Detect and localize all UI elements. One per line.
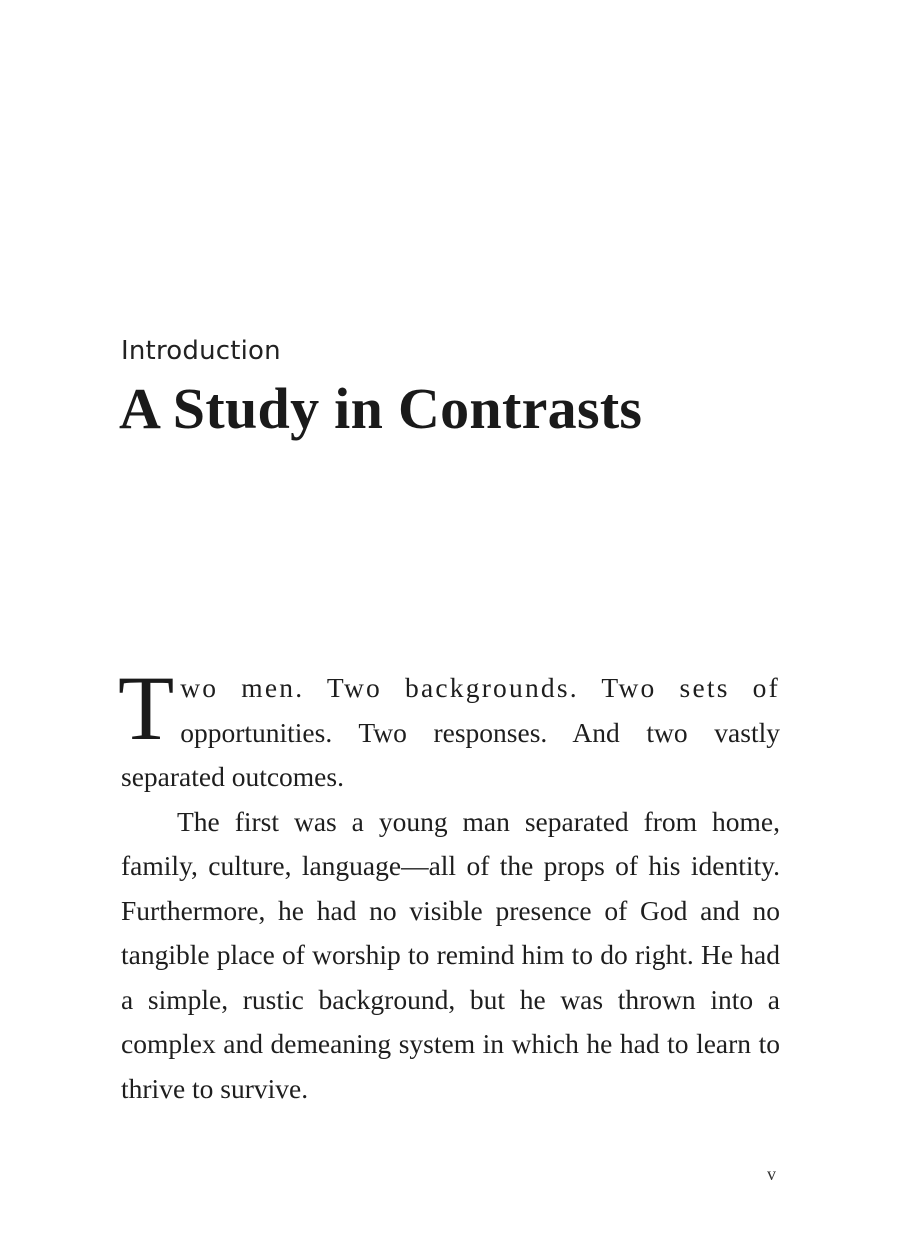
chapter-title: A Study in Contrasts	[119, 376, 643, 441]
paragraph-1-line-1: wo men. Two backgrounds. Two sets of	[180, 672, 780, 703]
paragraph-1-rest: opportunities. Two responses. And two vastly separated outcomes.	[121, 716, 780, 792]
page-number: v	[767, 1164, 776, 1184]
body-text	[118, 657, 780, 1111]
drop-cap: T	[118, 657, 175, 759]
paragraph-1	[118, 657, 780, 800]
chapter-kicker: Introduction	[121, 336, 281, 366]
paragraph-2: The first was a young man separated from home, family, culture, language—all of the props of his identity. Furthermore, he had no visible presence of God and no tangible place of worship to remind him to do right. He had a simple, rustic background, but he was thrown into a complex and demeaning system in which he had to learn to thrive to survive.	[121, 805, 780, 1104]
